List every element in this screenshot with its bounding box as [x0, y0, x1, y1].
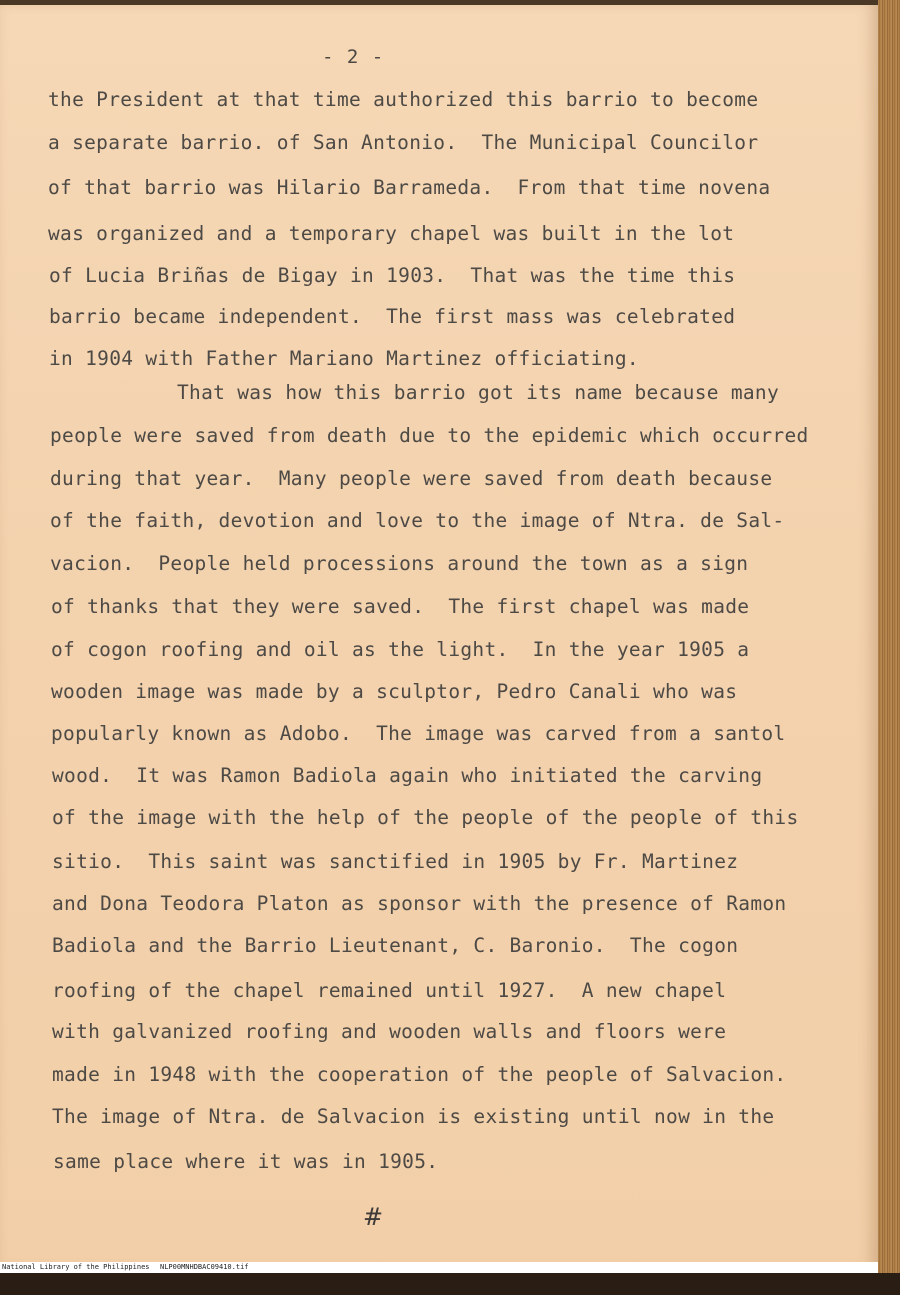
- page-top-edge: [0, 0, 878, 5]
- text-line-22: roofing of the chapel remained until 1927. A new chapel: [52, 979, 727, 1002]
- scan-footer: [0, 1262, 878, 1273]
- text-line-15: wooden image was made by a sculptor, Pedro Canali who was: [51, 680, 738, 703]
- footer-library: National Library of the Philippines: [2, 1263, 150, 1271]
- text-line-16: popularly known as Adobo. The image was carved from a santol: [51, 722, 786, 745]
- text-line-2: a separate barrio. of San Antonio. The Municipal Councilor: [48, 131, 759, 154]
- text-line-4: was organized and a temporary chapel was built in the lot: [48, 222, 735, 245]
- text-line-9: people were saved from death due to the epidemic which occurred: [50, 424, 809, 447]
- text-line-19: sitio. This saint was sanctified in 1905 by Fr. Martinez: [52, 850, 739, 873]
- text-line-21: Badiola and the Barrio Lieutenant, C. Baronio. The cogon: [52, 934, 739, 957]
- text-line-25: The image of Ntra. de Salvacion is existing until now in the: [52, 1105, 775, 1128]
- text-line-1: the President at that time authorized this barrio to become: [48, 88, 759, 111]
- book-spine: [878, 0, 900, 1273]
- text-line-10: during that year. Many people were saved from death because: [50, 467, 773, 490]
- text-line-18: of the image with the help of the people of the people of this: [52, 806, 799, 829]
- text-line-3: of that barrio was Hilario Barrameda. From that time novena: [48, 176, 771, 199]
- text-line-12: vacion. People held processions around the town as a sign: [50, 552, 749, 575]
- text-line-13: of thanks that they were saved. The first chapel was made: [51, 595, 750, 618]
- text-line-8: That was how this barrio got its name because many: [177, 381, 779, 404]
- text-line-23: with galvanized roofing and wooden walls and floors were: [52, 1020, 727, 1043]
- text-line-14: of cogon roofing and oil as the light. In the year 1905 a: [51, 638, 750, 661]
- end-mark: #: [363, 1203, 384, 1231]
- footer-file-id: NLP00MNHDBAC09410.tif: [160, 1263, 249, 1271]
- text-line-6: barrio became independent. The first mass was celebrated: [49, 305, 736, 328]
- text-line-7: in 1904 with Father Mariano Martinez officiating.: [49, 347, 639, 370]
- text-line-26: same place where it was in 1905.: [53, 1150, 439, 1173]
- text-line-17: wood. It was Ramon Badiola again who initiated the carving: [52, 764, 763, 787]
- text-line-24: made in 1948 with the cooperation of the people of Salvacion.: [52, 1063, 787, 1086]
- text-line-11: of the faith, devotion and love to the image of Ntra. de Sal-: [50, 509, 785, 532]
- text-line-5: of Lucia Briñas de Bigay in 1903. That was the time this: [49, 264, 736, 287]
- text-line-20: and Dona Teodora Platon as sponsor with the presence of Ramon: [52, 892, 787, 915]
- page-number: - 2 -: [322, 46, 385, 68]
